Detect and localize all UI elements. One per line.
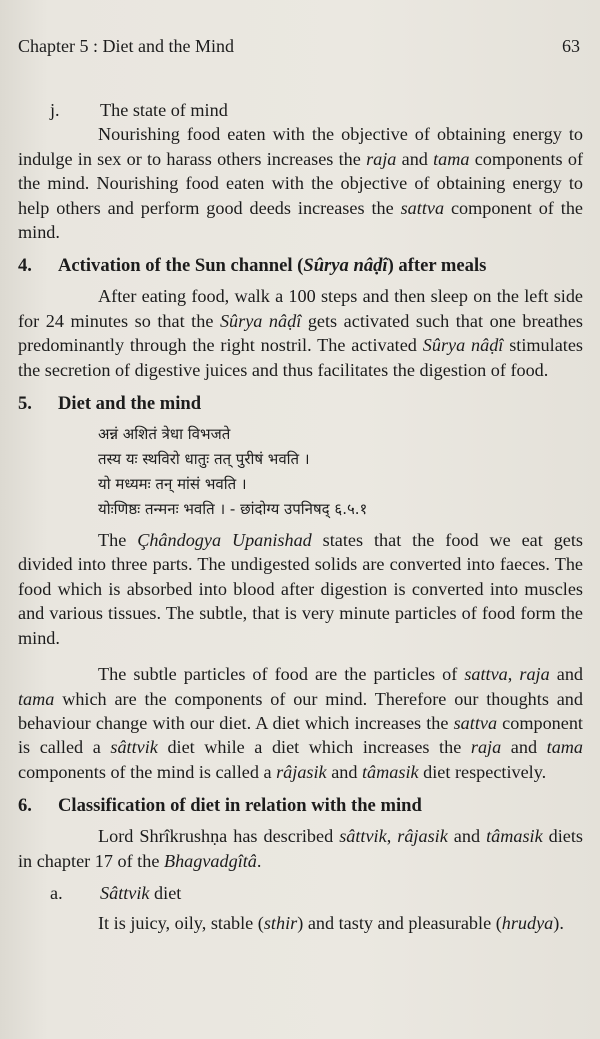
subsection-label: j. bbox=[50, 100, 60, 120]
subsection-title: The state of mind bbox=[100, 100, 228, 120]
sanskrit-verse bbox=[98, 422, 583, 522]
page-number: 63 bbox=[562, 36, 580, 56]
subsection-label: a. bbox=[50, 882, 63, 903]
verse-line: तस्य यः स्थविरो धातुः तत् पुरीषं भवति । bbox=[98, 450, 310, 469]
paragraph-classification: Lord Shrîkrushṇa has described sâttvik, râjasik and tâmasik diets in chapter 17 of the Bhagvadgîtâ. bbox=[18, 826, 584, 871]
subsection-a-heading: a. Sâttvik diet bbox=[18, 881, 583, 905]
paragraph-subtle-particles: The subtle particles of food are the particles of sattva, raja and tama which are the components of our mind. Therefore our thoughts and behaviour change with our diet. A diet which increases the sattva component is called a sâttvik diet while a diet which increases the raja and tama components of the mind is called a râjasik and tâmasik diet respectively. bbox=[18, 664, 584, 782]
verse-line: यो मध्यमः तन् मांसं भवति । bbox=[98, 475, 247, 494]
verse-line: अन्नं अशितं त्रेधा विभजते bbox=[98, 425, 231, 444]
section-heading-6: 6. Classification of diet in relation with the mind bbox=[18, 795, 422, 817]
subsection-j-heading bbox=[18, 98, 583, 122]
section-heading-4: 4. Activation of the Sun channel (Sûrya nâḍî) after meals bbox=[18, 255, 487, 277]
chapter-title: Chapter 5 : Diet and the Mind bbox=[18, 36, 234, 56]
paragraph-state-of-mind: Nourishing food eaten with the objective of obtaining energy to indulge in sex or to harass others increases the raja and tama components of the mind. Nourishing food eaten with the objective of obtaining energy to help others and perform good deeds increases the sattva component of the mind. bbox=[18, 124, 583, 243]
paragraph-chandogya: The Çhândogya Upanishad states that the food we eat gets divided into three parts. The undigested solids are converted into faeces. The food which is absorbed into blood after digestion is converted into muscles and various tissues. The subtle, that is very minute particles of food form the mind. bbox=[18, 530, 584, 648]
page-body bbox=[18, 98, 583, 936]
section-heading-5: 5. Diet and the mind bbox=[18, 393, 202, 415]
page-header bbox=[18, 34, 580, 58]
paragraph-surya-nadi: After eating food, walk a 100 steps and then sleep on the left side for 24 minutes so that the Sûrya nâḍî gets activated such that one breathes predominantly through the right nostril. The activated Sûrya nâḍî stimulates the secretion of digestive juices and thus facilitates the digestion of food. bbox=[18, 286, 583, 380]
verse-line: योःणिष्ठः तन्मनः भवति । - छांदोग्य उपनिषद् ६.५.१ bbox=[98, 500, 368, 519]
paragraph-sattvik-diet: It is juicy, oily, stable (sthir) and tasty and pleasurable (hrudya). bbox=[98, 913, 564, 934]
